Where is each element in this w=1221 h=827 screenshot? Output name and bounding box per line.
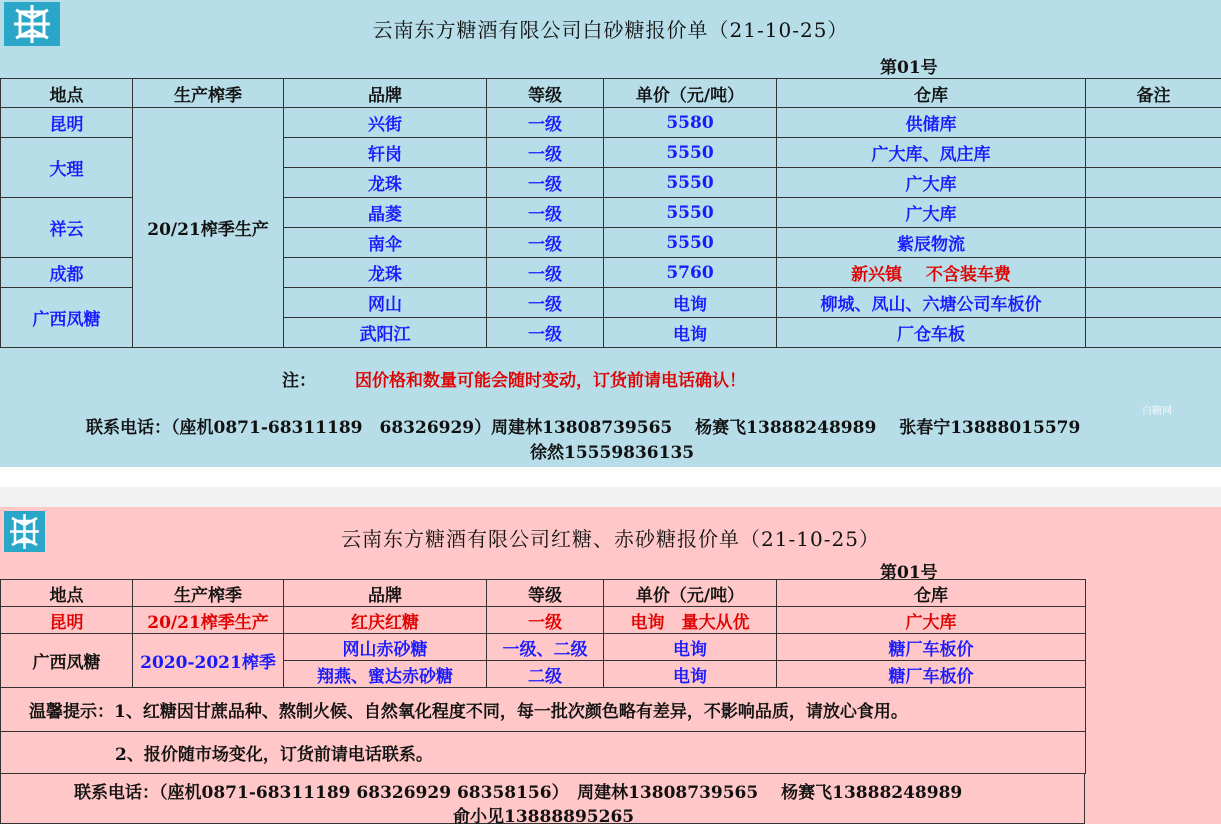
- table-row: [1, 634, 1086, 661]
- sheet-title: 云南东方糖酒有限公司白砂糖报价单（21-10-25）: [0, 14, 1221, 43]
- header-location: 地点: [1, 580, 133, 607]
- price-cell: 5550: [604, 138, 777, 168]
- brand-cell: 网山: [284, 288, 487, 318]
- brand-cell: 南伞: [284, 228, 487, 258]
- price-cell: 5550: [604, 198, 777, 228]
- header-season: 生产榨季: [133, 79, 284, 108]
- grade-cell: 一级、二级: [487, 634, 604, 661]
- table-row: [1, 108, 1221, 138]
- remarks-cell: [1086, 108, 1221, 138]
- grade-cell: 二级: [487, 661, 604, 688]
- price-cell: 5550: [604, 168, 777, 198]
- warehouse-cell: 紫辰物流: [777, 228, 1086, 258]
- remarks-cell: [1086, 318, 1221, 348]
- header-price: 单价（元/吨）: [604, 79, 777, 108]
- header-price: 单价（元/吨）: [604, 580, 777, 607]
- header-warehouse: 仓库: [777, 580, 1086, 607]
- price-cell: 电询: [604, 318, 777, 348]
- grade-cell: 一级: [487, 168, 604, 198]
- remarks-cell: [1086, 228, 1221, 258]
- sheet-gap-strip: [0, 487, 1221, 507]
- grade-cell: 一级: [487, 318, 604, 348]
- contact-line: 俞小见13888895265: [453, 802, 634, 827]
- serial-number: 第01号: [880, 53, 938, 78]
- table-row: [1, 607, 1086, 634]
- header-grade: 等级: [487, 580, 604, 607]
- location-cell: 大理: [1, 138, 133, 198]
- warehouse-cell: 糖厂车板价: [777, 661, 1086, 688]
- season-cell: 20/21榨季生产: [133, 108, 284, 348]
- contact-line: 联系电话：（座机0871-68311189 68326929）周建林13808739565 杨赛飞13888248989 张春宁13888015579: [86, 413, 1080, 438]
- price-table: [0, 579, 1086, 774]
- remarks-cell: [1086, 138, 1221, 168]
- warehouse-cell: 新兴镇 不含装车费: [777, 258, 1086, 288]
- brand-cell: 兴街: [284, 108, 487, 138]
- note-label: 注：: [282, 366, 316, 391]
- grade-cell: 一级: [487, 138, 604, 168]
- warehouse-cell: 厂仓车板: [777, 318, 1086, 348]
- header-remarks: 备注: [1086, 79, 1221, 108]
- contact-line: 联系电话：（座机0871-68311189 68326929 68358156） 周建林13808739565 杨赛飞13888248989: [74, 778, 962, 803]
- contact-line: 徐然15559836135: [530, 438, 694, 463]
- watermark: 白糖网: [1142, 402, 1172, 417]
- brand-cell: 红庆红糖: [284, 607, 487, 634]
- sheet-title: 云南东方糖酒有限公司红糖、赤砂糖报价单（21-10-25）: [0, 523, 1221, 552]
- price-cell: 电询 量大从优: [604, 607, 777, 634]
- grade-cell: 一级: [487, 198, 604, 228]
- header-brand: 品牌: [284, 79, 487, 108]
- brand-cell: 武阳江: [284, 318, 487, 348]
- header-season: 生产榨季: [133, 580, 284, 607]
- grade-cell: 一级: [487, 258, 604, 288]
- warehouse-cell: 供储库: [777, 108, 1086, 138]
- tip-line: 2、报价随市场变化，订货前请电话联系。: [1, 732, 1086, 774]
- grade-cell: 一级: [487, 607, 604, 634]
- season-cell: 20/21榨季生产: [133, 607, 284, 634]
- price-cell: 5580: [604, 108, 777, 138]
- price-cell: 5550: [604, 228, 777, 258]
- warehouse-cell: 广大库: [777, 168, 1086, 198]
- remarks-cell: [1086, 258, 1221, 288]
- warehouse-cell: 广大库: [777, 198, 1086, 228]
- location-cell: 广西凤糖: [1, 634, 133, 688]
- brand-cell: 龙珠: [284, 258, 487, 288]
- warehouse-cell: 广大库、凤庄库: [777, 138, 1086, 168]
- brand-cell: 轩岗: [284, 138, 487, 168]
- brand-cell: 龙珠: [284, 168, 487, 198]
- brand-cell: 网山赤砂糖: [284, 634, 487, 661]
- price-cell: 电询: [604, 661, 777, 688]
- brand-cell: 晶菱: [284, 198, 487, 228]
- remarks-cell: [1086, 288, 1221, 318]
- remarks-cell: [1086, 198, 1221, 228]
- location-cell: 成都: [1, 258, 133, 288]
- price-table: [0, 78, 1221, 348]
- location-cell: 祥云: [1, 198, 133, 258]
- serial-number: 第01号: [880, 558, 938, 583]
- tip-line: 温馨提示：1、红糖因甘蔗品种、熬制火候、自然氧化程度不同，每一批次颜色略有差异，不影响品质，请放心食用。: [1, 688, 1086, 732]
- header-grade: 等级: [487, 79, 604, 108]
- brown-sugar-sheet: [0, 507, 1221, 824]
- location-cell: 昆明: [1, 108, 133, 138]
- remarks-cell: [1086, 168, 1221, 198]
- note-text: 因价格和数量可能会随时变动，订货前请电话确认！: [355, 366, 746, 391]
- season-cell: 2020-2021榨季: [133, 634, 284, 688]
- warehouse-cell: 糖厂车板价: [777, 634, 1086, 661]
- price-cell: 电询: [604, 288, 777, 318]
- grade-cell: 一级: [487, 108, 604, 138]
- price-cell: 5760: [604, 258, 777, 288]
- header-brand: 品牌: [284, 580, 487, 607]
- location-cell: 昆明: [1, 607, 133, 634]
- header-location: 地点: [1, 79, 133, 108]
- header-warehouse: 仓库: [777, 79, 1086, 108]
- location-cell: 广西凤糖: [1, 288, 133, 348]
- warehouse-cell: 柳城、凤山、六塘公司车板价: [777, 288, 1086, 318]
- warehouse-cell: 广大库: [777, 607, 1086, 634]
- grade-cell: 一级: [487, 288, 604, 318]
- brand-cell: 翔燕、蜜达赤砂糖: [284, 661, 487, 688]
- price-cell: 电询: [604, 634, 777, 661]
- grade-cell: 一级: [487, 228, 604, 258]
